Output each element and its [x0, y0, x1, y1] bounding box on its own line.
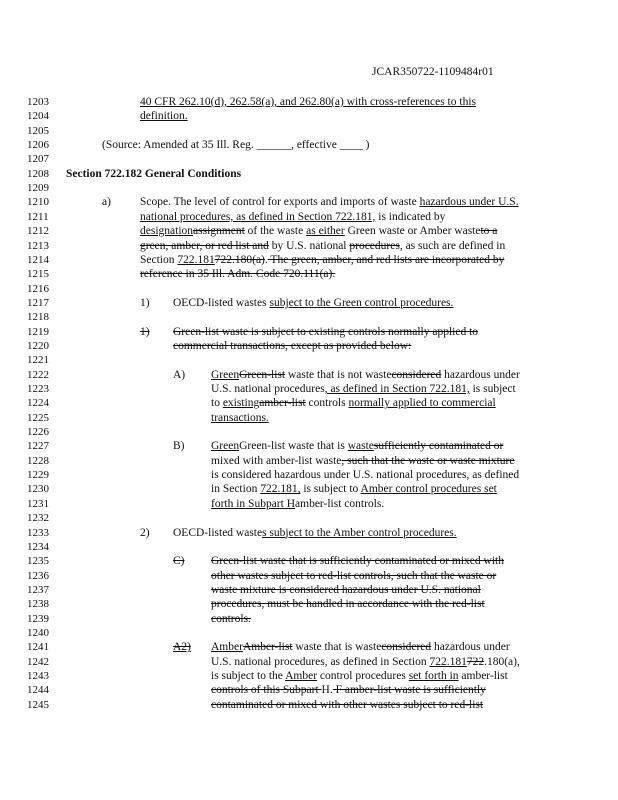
text-run: reference in 35 Ill. Adm. Code 720.111(a).	[140, 268, 336, 281]
line-number: 1207	[27, 153, 49, 166]
item-label: A)	[173, 368, 186, 381]
line-number: 1236	[27, 569, 49, 582]
item-label: 1)	[140, 325, 150, 338]
text-run: green, amber, or red list and	[140, 239, 269, 252]
text-run: assignment	[193, 225, 245, 238]
line-number: 1211	[27, 210, 49, 223]
line-text	[211, 440, 503, 453]
item-label: C)	[173, 555, 185, 568]
text-run: Green-list waste that is sufficiently contaminated or mixed with	[211, 555, 504, 568]
text-run: Green	[211, 368, 240, 381]
text-run: to a	[480, 225, 498, 238]
line-text	[140, 196, 519, 209]
line-number: 1229	[27, 469, 49, 482]
line-number: 1228	[27, 454, 49, 467]
text-run: , as defined in Section 722.181,	[324, 383, 470, 395]
text-run: Green	[211, 440, 240, 453]
line-text	[211, 383, 516, 396]
line-number: 1239	[27, 612, 49, 625]
line-text	[211, 641, 510, 654]
line-text	[211, 684, 486, 697]
line-number: 1214	[27, 253, 49, 266]
line-number: 1226	[27, 426, 49, 439]
text-run: considered	[381, 641, 432, 654]
line-text	[140, 268, 335, 281]
text-run: (Source: Amended at 35 Ill. Reg. ______, effective ____	[102, 139, 363, 152]
text-run: is considered hazardous under U.S. national procedures, as defined	[211, 469, 520, 482]
line-number: 1222	[27, 368, 49, 381]
line-number: 1206	[27, 139, 49, 152]
line-number: 1204	[27, 110, 49, 123]
text-run: F amber-list waste is sufficiently	[332, 684, 486, 697]
text-run: is subject to	[300, 483, 361, 496]
line-text	[140, 110, 188, 123]
line-text	[140, 240, 505, 253]
text-run: H.	[321, 684, 333, 697]
line-text	[211, 656, 520, 669]
text-run: hazardous under	[431, 641, 510, 654]
line-number: 1210	[27, 196, 49, 209]
text-run: 722	[466, 655, 485, 668]
text-run: in Section	[211, 483, 261, 496]
text-run: by U.S. national	[268, 239, 350, 252]
text-run: Amber control procedures set	[360, 483, 497, 496]
text-run: Green-list waste that is	[239, 440, 348, 453]
text-run: Green-list waste is subject to existing	[173, 325, 349, 338]
line-number: 1212	[27, 225, 49, 238]
text-run: controls.	[211, 612, 251, 625]
line-text	[173, 527, 457, 540]
item-label: A2)	[173, 641, 191, 654]
text-run: waste mixture is considered hazardous under U.S. national	[211, 583, 481, 596]
line-text	[211, 699, 483, 712]
line-number: 1237	[27, 583, 49, 596]
line-number: 1232	[27, 512, 49, 525]
item-label: B)	[173, 440, 185, 453]
line-text	[211, 412, 269, 425]
text-run: hazardous under U.S.	[419, 196, 519, 209]
text-run: The green, amber, and red lists are incorporated by	[267, 253, 505, 266]
text-run: procedures, must be handled in accordance with the red-list	[211, 598, 485, 611]
text-run: national procedures, as defined in Section 722.181,	[140, 210, 376, 223]
text-run: is subject	[469, 383, 516, 395]
text-run: to	[211, 397, 223, 410]
line-text	[173, 297, 453, 310]
text-run: .	[264, 253, 268, 266]
line-number: 1238	[27, 598, 49, 611]
text-run: definition.	[140, 110, 188, 123]
text-run: sufficiently contaminated or	[373, 440, 504, 453]
text-run: is indicated by	[375, 210, 446, 223]
line-number: 1231	[27, 497, 49, 510]
line-text	[102, 139, 369, 152]
line-number: 1245	[27, 698, 49, 711]
line-number: 1235	[27, 555, 49, 568]
line-number: 1217	[27, 296, 49, 309]
line-number: 1221	[27, 354, 49, 367]
line-number: 1241	[27, 641, 49, 654]
text-run: Amber	[211, 641, 243, 654]
item-label: 1)	[140, 296, 150, 309]
line-text	[211, 570, 496, 583]
line-text	[211, 397, 496, 410]
line-text	[173, 326, 478, 339]
line-number: 1225	[27, 411, 49, 424]
text-run: control procedures	[317, 670, 409, 682]
text-run: 722.181,	[260, 483, 301, 496]
text-run: forth in Subpart H	[211, 497, 296, 510]
text-run: Amber-list	[242, 641, 293, 654]
text-run: considered	[391, 368, 442, 381]
text-run: with cross-references to this	[346, 96, 476, 108]
line-text	[211, 498, 384, 511]
line-text	[211, 483, 497, 496]
text-run: set forth in	[408, 670, 459, 682]
text-run: Green-list	[239, 368, 286, 381]
line-text	[140, 211, 445, 224]
text-run: , such that the waste or waste mixture	[341, 454, 515, 467]
line-text	[211, 598, 485, 611]
line-number: 1220	[27, 339, 49, 352]
text-run: OECD-listed waste	[173, 526, 263, 539]
line-number: 1209	[27, 182, 49, 195]
line-number: 1242	[27, 655, 49, 668]
text-run: 722.181	[429, 655, 467, 668]
text-run: amber-list	[295, 497, 342, 510]
line-number: 1223	[27, 383, 49, 395]
text-run: waste that is not waste	[285, 368, 392, 381]
line-number: 1227	[27, 440, 49, 453]
line-number: 1224	[27, 397, 49, 410]
text-run: Scope. The level of control for exports and imports of waste	[140, 196, 420, 209]
text-run: waste that is waste	[292, 641, 382, 654]
text-run: is subject to the	[211, 670, 286, 682]
text-run: controls normally applied to	[348, 325, 479, 338]
item-label: a)	[102, 196, 111, 209]
text-run: Section 722.182 General Conditions	[66, 167, 242, 180]
text-run: amber-list	[259, 397, 306, 410]
text-run: transactions.	[211, 411, 269, 424]
text-run: hazardous under	[441, 368, 520, 381]
line-number: 1244	[27, 684, 49, 697]
line-number: 1218	[27, 311, 49, 324]
text-run: as either	[306, 225, 345, 238]
text-run: controls	[305, 397, 349, 410]
text-run: OECD-listed wastes	[173, 296, 270, 309]
text-run: 722.180(a)	[214, 253, 265, 266]
text-run: commercial transactions, except as provided below:	[173, 339, 412, 352]
line-number: 1240	[27, 626, 49, 639]
line-number: 1205	[27, 124, 49, 137]
text-run: .180(a),	[484, 655, 520, 668]
line-number: 1208	[27, 167, 49, 180]
line-number: 1203	[27, 96, 49, 108]
item-label: 2)	[140, 526, 150, 539]
line-text	[211, 555, 504, 568]
text-run: contaminated or mixed with other wastes subject to red-list	[211, 698, 484, 711]
line-text	[173, 340, 411, 353]
text-run: controls of this Subpart	[211, 684, 322, 697]
text-run: existing	[222, 397, 260, 410]
text-run: 40 CFR 262.10(d), 262.58(a), and 262.80(a)	[140, 96, 347, 108]
text-run: Section	[140, 253, 178, 266]
line-text	[211, 613, 251, 626]
text-run: designation	[140, 225, 194, 238]
line-number: 1213	[27, 239, 49, 252]
line-number: 1219	[27, 325, 49, 338]
text-run: amber-list	[458, 670, 508, 682]
text-run: of the waste	[244, 225, 307, 238]
line-text	[140, 254, 504, 267]
text-run: )	[362, 139, 370, 152]
line-text	[211, 369, 520, 382]
line-number: 1233	[27, 526, 49, 539]
text-run: controls.	[341, 497, 385, 510]
text-run: s subject to the Amber control procedures.	[262, 526, 457, 539]
document-id: JCAR350722-1109484r01	[372, 66, 494, 78]
text-run: U.S. national procedures, as defined in Section	[211, 655, 430, 668]
text-run: subject to the Green control procedures.	[269, 296, 454, 309]
line-number: 1215	[27, 268, 49, 281]
line-number: 1216	[27, 282, 49, 295]
text-run: , as such are defined in	[399, 239, 506, 252]
text-run: other wastes subject to red-list controls, such that the waste or	[211, 569, 497, 582]
line-text	[211, 455, 515, 468]
line-number: 1243	[27, 670, 49, 682]
line-text	[211, 670, 508, 683]
text-run: 722.181	[177, 253, 215, 266]
line-text	[66, 168, 241, 181]
text-run: U.S. national procedures	[211, 383, 325, 395]
text-run: mixed with amber-list waste	[211, 454, 342, 467]
line-text	[211, 469, 519, 482]
line-number: 1234	[27, 540, 49, 553]
line-text	[140, 225, 497, 238]
line-text	[140, 96, 476, 109]
line-text	[211, 584, 481, 597]
text-run: Amber	[285, 670, 318, 682]
line-number: 1230	[27, 483, 49, 496]
text-run: waste	[347, 440, 374, 453]
text-run: procedures	[349, 239, 400, 252]
text-run: normally applied to commercial	[348, 397, 496, 410]
text-run: Green waste or Amber waste	[344, 225, 481, 238]
